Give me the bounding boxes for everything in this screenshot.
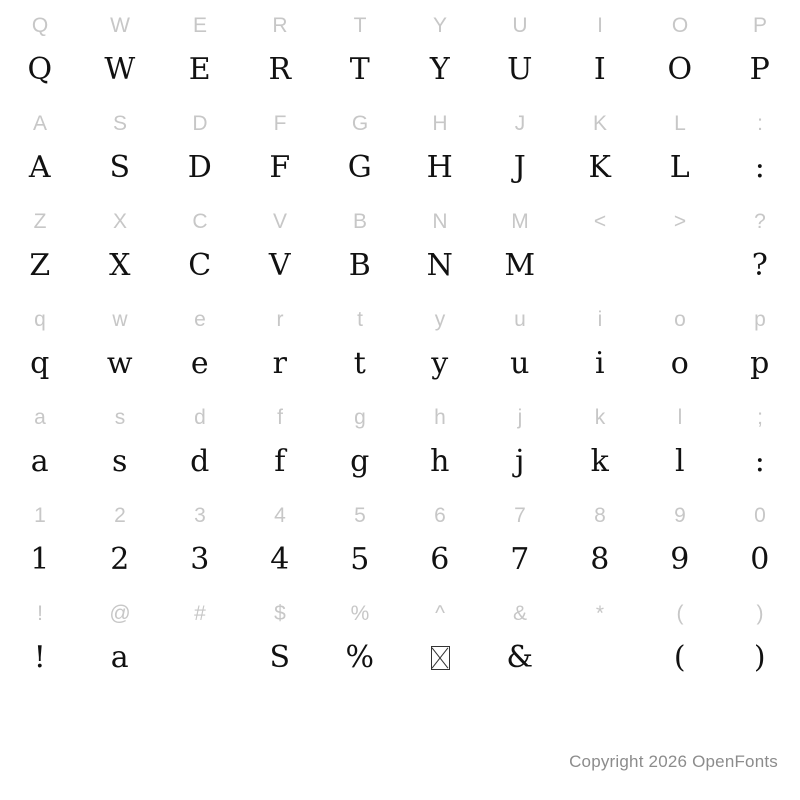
glyph-sample: E: [188, 52, 212, 87]
reference-char: $: [274, 601, 286, 625]
glyph-sample: K: [588, 150, 612, 185]
glyph-sample: I: [593, 52, 607, 87]
glyph-sample: H: [426, 150, 454, 185]
glyph-sample: G: [347, 150, 373, 185]
glyph-sample: R: [268, 52, 292, 87]
glyph-sample: p: [750, 346, 770, 381]
reference-char: Z: [33, 209, 47, 233]
glyph-sample: 5: [350, 542, 370, 577]
glyph-sample-notdef: [400, 636, 480, 686]
reference-char: 0: [754, 503, 766, 527]
reference-char: N: [432, 209, 448, 233]
glyph-sample: J: [513, 150, 527, 185]
glyph-sample: Q: [27, 52, 53, 87]
reference-char: w: [112, 307, 128, 331]
glyph-sample: :: [754, 444, 766, 479]
reference-char: A: [32, 111, 47, 135]
reference-char: 4: [274, 503, 286, 527]
reference-char: ;: [757, 405, 763, 429]
copyright-notice: Copyright 2026 OpenFonts: [569, 752, 778, 771]
reference-char: C: [192, 209, 208, 233]
reference-char: H: [432, 111, 448, 135]
reference-char: j: [517, 405, 523, 429]
glyph-sample: 4: [270, 542, 290, 577]
glyph-sample: A: [28, 150, 52, 185]
glyph-sample: r: [272, 346, 288, 381]
glyph-sample: a: [30, 444, 50, 479]
glyph-sample: N: [426, 248, 454, 283]
reference-char: X: [112, 209, 127, 233]
glyph-sample: U: [507, 52, 533, 87]
reference-char: E: [192, 13, 207, 37]
glyph-sample: !: [33, 640, 47, 675]
glyph-sample: f: [274, 444, 286, 479]
glyph-sample: 6: [430, 542, 450, 577]
reference-char: K: [592, 111, 607, 135]
reference-char: 6: [434, 503, 446, 527]
glyph-sample: h: [430, 444, 450, 479]
reference-char: %: [350, 601, 370, 625]
reference-char: F: [273, 111, 287, 135]
glyph-sample: S: [269, 640, 291, 675]
reference-char: L: [674, 111, 686, 135]
reference-char: l: [677, 405, 683, 429]
reference-char: a: [34, 405, 46, 429]
reference-char: p: [754, 307, 766, 331]
glyph-sample: M: [504, 248, 536, 283]
reference-char: !: [37, 601, 43, 625]
reference-char: k: [594, 405, 606, 429]
glyph-sample: P: [749, 52, 771, 87]
reference-char: i: [597, 307, 603, 331]
glyph-sample: o: [670, 346, 690, 381]
glyph-sample: [160, 636, 240, 686]
glyph-sample: :: [754, 150, 766, 185]
glyph-sample: t: [353, 346, 367, 381]
glyph-sample: u: [510, 346, 530, 381]
reference-char: u: [514, 307, 526, 331]
reference-char: f: [277, 405, 283, 429]
notdef-box-icon: [431, 646, 450, 670]
glyph-sample: j: [515, 444, 525, 479]
glyph-sample: [560, 636, 640, 686]
reference-char: &: [512, 601, 527, 625]
glyph-sample: T: [349, 52, 371, 87]
reference-char: Q: [31, 13, 49, 37]
glyph-sample: w: [106, 346, 134, 381]
reference-char: G: [351, 111, 369, 135]
reference-char: 2: [114, 503, 126, 527]
reference-char: *: [595, 601, 605, 625]
reference-char: V: [272, 209, 287, 233]
glyph-sample: g: [350, 444, 370, 479]
reference-char: ?: [754, 209, 766, 233]
reference-char: #: [194, 601, 206, 625]
glyph-sample: S: [109, 150, 131, 185]
glyph-sample: 1: [30, 542, 50, 577]
reference-char: <: [593, 209, 607, 233]
reference-char: T: [353, 13, 367, 37]
reference-char: h: [434, 405, 446, 429]
glyph-sample: C: [188, 248, 212, 283]
reference-char: I: [597, 13, 603, 37]
glyph-sample: D: [187, 150, 213, 185]
glyph-sample: [640, 244, 720, 294]
glyph-sample: i: [594, 346, 606, 381]
reference-char: P: [752, 13, 767, 37]
glyph-sample: [560, 244, 640, 294]
glyph-sample: 0: [750, 542, 770, 577]
reference-char: y: [434, 307, 446, 331]
reference-char: (: [676, 601, 684, 625]
reference-char: B: [352, 209, 367, 233]
glyph-sample: Y: [429, 52, 451, 87]
glyph-sample: L: [669, 150, 691, 185]
glyph-sample: X: [109, 248, 131, 283]
glyph-sample: d: [190, 444, 210, 479]
glyph-sample: ): [753, 640, 767, 675]
glyph-sample: 8: [590, 542, 610, 577]
glyph-sample: 3: [190, 542, 210, 577]
reference-char: e: [194, 307, 206, 331]
reference-char: 9: [674, 503, 686, 527]
reference-char: 5: [354, 503, 366, 527]
reference-char: t: [357, 307, 363, 331]
reference-char: 8: [594, 503, 606, 527]
reference-char: 3: [194, 503, 206, 527]
glyph-sample: O: [667, 52, 693, 87]
reference-char: S: [112, 111, 127, 135]
glyph-sample: 9: [670, 542, 690, 577]
glyph-sample: (: [673, 640, 687, 675]
reference-char: U: [512, 13, 528, 37]
reference-char: Y: [432, 13, 447, 37]
reference-char: s: [114, 405, 126, 429]
glyph-sample: e: [190, 346, 210, 381]
reference-char: @: [109, 601, 131, 625]
glyph-sample: y: [431, 346, 449, 381]
reference-char: >: [673, 209, 687, 233]
glyph-sample: q: [30, 346, 50, 381]
glyph-sample: %: [345, 640, 375, 675]
reference-char: 1: [34, 503, 46, 527]
reference-char: :: [757, 111, 763, 135]
reference-char: M: [511, 209, 529, 233]
glyph-sample: l: [674, 444, 686, 479]
glyph-sample: k: [590, 444, 610, 479]
glyph-sample: 7: [510, 542, 530, 577]
reference-char: g: [354, 405, 366, 429]
glyph-sample: W: [104, 52, 136, 87]
reference-char: W: [110, 13, 130, 37]
reference-char: ): [756, 601, 764, 625]
reference-char: D: [192, 111, 208, 135]
reference-char: R: [272, 13, 288, 37]
glyph-sample: ?: [751, 248, 769, 283]
reference-char: 7: [514, 503, 526, 527]
reference-char: d: [194, 405, 206, 429]
glyph-sample: B: [348, 248, 372, 283]
glyph-sample: F: [269, 150, 291, 185]
reference-char: o: [674, 307, 686, 331]
glyph-sample: s: [112, 444, 128, 479]
glyph-sample: Z: [29, 248, 51, 283]
glyph-sample: 2: [110, 542, 130, 577]
glyph-sample: a: [110, 640, 130, 675]
glyph-sample: V: [268, 248, 292, 283]
reference-char: J: [514, 111, 526, 135]
reference-char: O: [671, 13, 689, 37]
reference-char: r: [276, 307, 284, 331]
reference-char: ^: [435, 601, 445, 625]
reference-char: q: [34, 307, 46, 331]
glyph-sample: &: [506, 640, 534, 675]
